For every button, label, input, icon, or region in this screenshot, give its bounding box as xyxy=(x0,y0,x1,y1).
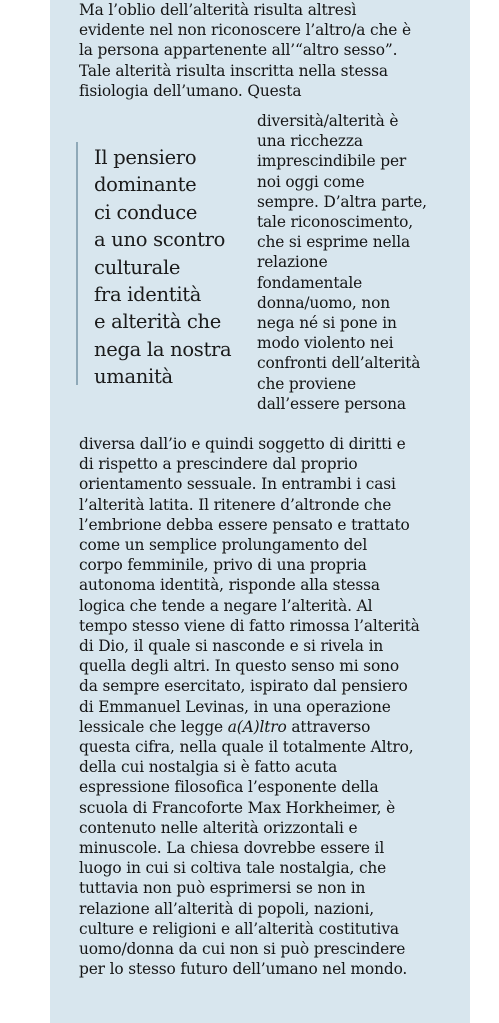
body-line: uomo/donna da cui non si può prescindere xyxy=(79,940,406,959)
pull-quote-line: umanità xyxy=(94,365,173,389)
body-line: scuola di Francoforte Max Horkheimer, è xyxy=(79,798,396,817)
body-line: che proviene xyxy=(257,374,356,393)
body-line: dall’essere persona xyxy=(257,394,406,413)
body-line: Tale alterità risulta inscritta nella stessa xyxy=(79,61,388,80)
body-line: l’embrione debba essere pensato e trattato xyxy=(79,515,410,534)
body-line: di Dio, il quale si nasconde e si rivela in xyxy=(79,637,384,656)
body-line: relazione xyxy=(257,253,328,272)
article-top-block xyxy=(79,0,411,101)
italic-term: a(A)ltro xyxy=(227,717,287,736)
pull-quote-line: ci conduce xyxy=(94,200,198,224)
body-line: diversa dall’io e quindi soggetto di diritti e xyxy=(79,435,406,453)
article-wrapped-block xyxy=(257,111,427,414)
body-line: di Emmanuel Levinas, in una operazione xyxy=(79,697,391,716)
body-line: confronti dell’alterità xyxy=(257,354,421,373)
body-line: sempre. D’altra parte, xyxy=(257,192,427,211)
body-line: una ricchezza xyxy=(257,132,363,151)
pull-quote-line: dominante xyxy=(94,173,197,197)
body-line: corpo femminile, privo di una propria xyxy=(79,556,367,575)
italic-line-before: lessicale che legge xyxy=(79,717,228,736)
body-line: che si esprime nella xyxy=(257,233,411,252)
body-line: fondamentale xyxy=(257,273,363,292)
pull-quote-text xyxy=(78,142,236,391)
body-line: relazione all’alterità di popoli, nazioni, xyxy=(79,899,374,918)
body-line: la persona appartenente all’“altro sesso”. xyxy=(79,41,398,60)
italic-line-after: attraverso xyxy=(286,717,371,736)
body-line: tale riconoscimento, xyxy=(257,213,414,232)
article-bottom-block xyxy=(79,434,420,979)
body-line: Ma l’oblio dell’alterità risulta altresì xyxy=(79,1,357,19)
pull-quote xyxy=(76,142,236,389)
pull-quote-line: nega la nostra xyxy=(94,337,232,361)
body-line: come un semplice prolungamento del xyxy=(79,536,368,555)
body-line-with-italic xyxy=(79,717,420,737)
body-line: l’alterità latita. Il ritenere d’altronde che xyxy=(79,495,392,514)
body-line: tuttavia non può esprimersi se non in xyxy=(79,879,366,898)
pull-quote-line: Il pensiero xyxy=(94,146,197,169)
body-line: questa cifra, nella quale il totalmente Altro, xyxy=(79,738,414,757)
pull-quote-line: a uno scontro xyxy=(94,228,226,252)
body-line: minuscole. La chiesa dovrebbe essere il xyxy=(79,839,385,858)
body-line: da sempre esercitato, ispirato dal pensiero xyxy=(79,677,408,696)
body-line: di rispetto a prescindere dal proprio xyxy=(79,455,358,474)
body-line: fisiologia dell’umano. Questa xyxy=(79,81,302,100)
body-line: evidente nel non riconoscere l’altro/a che è xyxy=(79,21,411,40)
pull-quote-line: e alterità che xyxy=(94,310,222,334)
body-line: autonoma identità, risponde alla stessa xyxy=(79,576,380,595)
body-line: quella degli altri. In questo senso mi sono xyxy=(79,657,399,676)
body-line: contenuto nelle alterità orizzontali e xyxy=(79,818,358,837)
body-line: noi oggi come xyxy=(257,172,365,191)
body-line: logica che tende a negare l’alterità. Al xyxy=(79,596,373,615)
body-line: della cui nostalgia si è fatto acuta xyxy=(79,758,338,777)
body-line: modo violento nei xyxy=(257,334,394,353)
body-line: tempo stesso viene di fatto rimossa l’alterità xyxy=(79,616,420,635)
body-line: imprescindibile per xyxy=(257,152,407,171)
pull-quote-line: fra identità xyxy=(94,283,202,307)
body-line: donna/uomo, non xyxy=(257,293,390,312)
body-line: per lo stesso futuro dell’umano nel mondo. xyxy=(79,960,408,979)
body-line: espressione filosofica l’esponente della xyxy=(79,778,379,797)
body-line: culture e religioni e all’alterità costitutiva xyxy=(79,919,399,938)
body-line: orientamento sessuale. In entrambi i casi xyxy=(79,475,396,494)
pull-quote-line: culturale xyxy=(94,255,181,279)
body-line: diversità/alterità è xyxy=(257,112,399,130)
body-line: nega né si pone in xyxy=(257,314,397,333)
body-line: luogo in cui si coltiva tale nostalgia, che xyxy=(79,859,387,878)
